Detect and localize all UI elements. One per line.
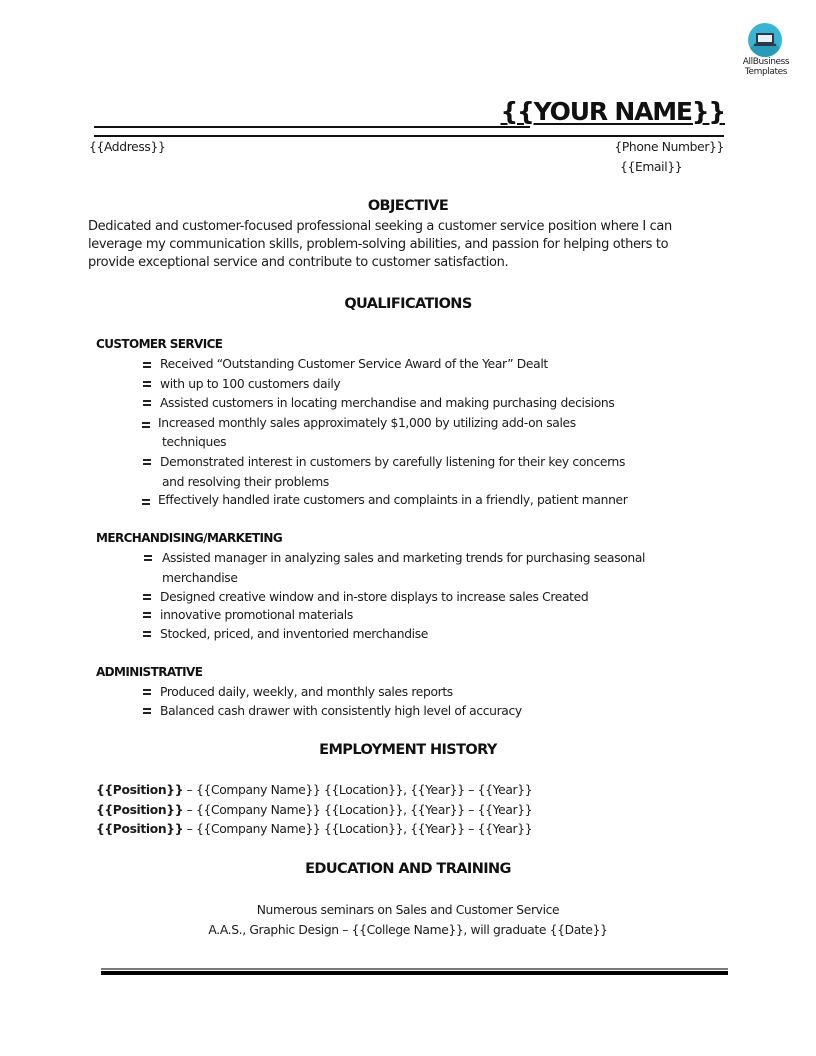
qualifications-heading: QUALIFICATIONS <box>344 296 472 312</box>
bullet-icon <box>143 708 151 714</box>
bullet-icon <box>143 689 151 695</box>
bullet-icon <box>143 381 151 387</box>
list-item: with up to 100 customers daily <box>160 377 341 391</box>
list-item: Balanced cash drawer with consistently high level of accuracy <box>160 704 522 718</box>
list-item: innovative promotional materials <box>160 608 353 622</box>
bullet-icon <box>143 400 151 406</box>
employment-details: – {{Company Name}} {{Location}}, {{Year}} – {{Year}} <box>183 822 533 836</box>
employment-heading: EMPLOYMENT HISTORY <box>319 742 497 758</box>
bullet-icon <box>143 459 151 465</box>
list-item-continuation: merchandise <box>162 571 238 585</box>
list-item: Designed creative window and in-store displays to increase sales Created <box>160 590 589 604</box>
list-item: Effectively handled irate customers and complaints in a friendly, patient manner <box>158 493 628 507</box>
employment-position: {{Position}} <box>96 803 184 817</box>
subheading-administrative: ADMINISTRATIVE <box>96 665 203 679</box>
employment-position: {{Position}} <box>96 783 184 797</box>
bullet-icon <box>144 555 152 561</box>
list-item: Assisted customers in locating merchandise and making purchasing decisions <box>160 396 615 410</box>
bullet-icon <box>143 612 151 618</box>
list-item-continuation: techniques <box>162 435 227 449</box>
bullet-icon <box>142 499 150 505</box>
bullet-icon <box>142 422 150 428</box>
logo-text <box>730 57 802 77</box>
education-line: A.A.S., Graphic Design – {{College Name}}, will graduate {{Date}} <box>208 923 608 937</box>
objective-line: provide exceptional service and contribute to customer satisfaction. <box>88 255 509 270</box>
employment-row <box>96 822 532 836</box>
subheading-customer-service: CUSTOMER SERVICE <box>96 337 223 351</box>
applicant-name: {{YOUR NAME}} <box>500 97 725 126</box>
logo-badge <box>748 23 782 57</box>
email: {{Email}} <box>620 160 683 174</box>
logo-line-2: Templates <box>744 67 788 77</box>
address: {{Address}} <box>89 140 166 154</box>
bullet-icon <box>143 594 151 600</box>
bullet-icon <box>143 362 151 368</box>
employment-position: {{Position}} <box>96 822 184 836</box>
list-item: Stocked, priced, and inventoried merchandise <box>160 627 429 641</box>
education-line: Numerous seminars on Sales and Customer Service <box>256 903 560 917</box>
list-item: Increased monthly sales approximately $1,000 by utilizing add-on sales <box>158 416 576 430</box>
laptop-base <box>754 44 776 46</box>
footer-rule-thin <box>101 968 728 970</box>
education-heading: EDUCATION AND TRAINING <box>305 861 511 877</box>
logo-line-1: AllBusiness <box>742 57 790 67</box>
employment-row <box>96 803 532 817</box>
objective-line: leverage my communication skills, problem-solving abilities, and passion for helping others to <box>88 237 669 252</box>
bullet-icon <box>143 631 151 637</box>
header-rule-lower <box>94 135 724 137</box>
list-item: Demonstrated interest in customers by carefully listening for their key concerns <box>160 455 626 469</box>
subheading-merchandising-marketing: MERCHANDISING/MARKETING <box>96 531 283 545</box>
phone-number: {Phone Number}} <box>614 140 724 154</box>
laptop-icon <box>756 33 774 44</box>
list-item-continuation: and resolving their problems <box>162 475 329 489</box>
employment-row <box>96 783 532 797</box>
laptop-screen <box>758 35 772 42</box>
list-item: Received “Outstanding Customer Service Award of the Year” Dealt <box>160 357 548 371</box>
employment-details: – {{Company Name}} {{Location}}, {{Year}} – {{Year}} <box>183 783 533 797</box>
list-item: Assisted manager in analyzing sales and marketing trends for purchasing seasonal <box>162 551 646 565</box>
list-item: Produced daily, weekly, and monthly sales reports <box>160 685 453 699</box>
employment-details: – {{Company Name}} {{Location}}, {{Year}} – {{Year}} <box>183 803 533 817</box>
objective-heading: OBJECTIVE <box>367 198 449 214</box>
footer-rule-thick <box>101 971 728 975</box>
header-rule-upper <box>94 126 530 128</box>
objective-line: Dedicated and customer-focused professional seeking a customer service position where I can <box>88 219 672 234</box>
